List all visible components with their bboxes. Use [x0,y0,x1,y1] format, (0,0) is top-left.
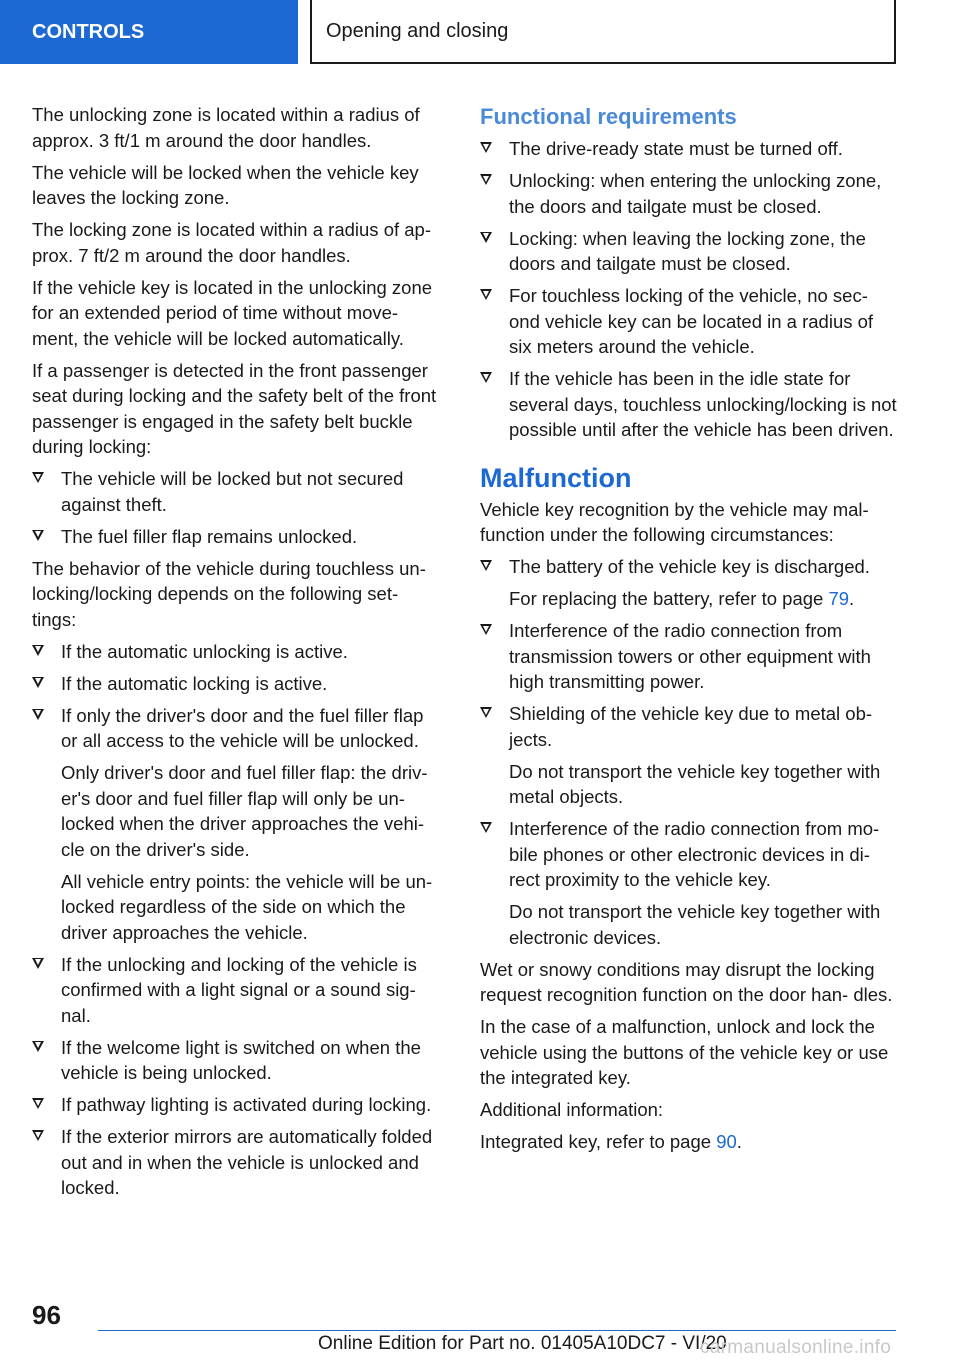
chapter-title-text: Opening and closing [326,19,509,42]
chapter-title [310,0,896,64]
paragraph: The behavior of the vehicle during touchless un‐ locking/locking depends on the following set‐ tings: [32,557,426,630]
watermark: carmanualsonline.info [700,1337,892,1358]
paragraph: Vehicle key recognition by the vehicle may mal‐ function under the following circumstances: [480,498,869,545]
bullet-triangle-icon [480,822,492,833]
section-tab [0,0,298,64]
bullet-triangle-icon [480,707,492,718]
bullet-triangle-icon [480,142,492,153]
list-item: If pathway lighting is activated during locking. [32,1092,444,1118]
right-column [480,102,898,1161]
list-item-note: Do not transport the vehicle key together with electronic devices. [509,901,881,948]
list-item: For touchless locking of the vehicle, no sec‐ ond vehicle key can be located in a radius of six meters around the vehicle. [480,283,898,360]
section-label: CONTROLS [32,20,145,43]
bullet-triangle-icon [480,289,492,300]
bullet-triangle-icon [32,530,44,541]
list-item: Unlocking: when entering the unlocking zone, the doors and tailgate must be closed. [480,168,898,219]
list-item-note: Only driver's door and fuel filler flap: the driv‐ er's door and fuel filler flap will only be un‐ locked when the driver approaches the vehi‐ cle on the driver's side. [61,762,428,860]
list-item: Locking: when leaving the locking zone, the doors and tailgate must be closed. [480,226,898,277]
bullet-triangle-icon [32,677,44,688]
paragraph: The unlocking zone is located within a radius of approx. 3 ft/1 m around the door handles. [32,104,420,151]
bullet-triangle-icon [480,624,492,635]
paragraph: The vehicle will be locked when the vehicle key leaves the locking zone. [32,161,419,208]
paragraph: The locking zone is located within a radius of ap‐ prox. 7 ft/2 m around the door handles. [32,219,431,266]
list-item: Interference of the radio connection from transmission towers or other equipment with high transmitting power. [480,618,898,695]
page-link-90[interactable]: 90 [716,1131,737,1152]
list-item: The drive-ready state must be turned off. [480,136,898,162]
bullet-triangle-icon [32,645,44,656]
page-number: 96 [32,1300,61,1330]
list-item: Interference of the radio connection from mo‐ bile phones or other electronic devices in di‐ rect proximity to the vehicle key. Do not transport the vehicle key together with electronic devices. [480,816,898,950]
list-item: The battery of the vehicle key is discharged. For replacing the battery, refer to page 79. [480,554,898,612]
left-column [32,102,444,1207]
bullet-triangle-icon [32,1098,44,1109]
bullet-triangle-icon [32,1041,44,1052]
bullet-triangle-icon [480,372,492,383]
list-item: If the exterior mirrors are automatically folded out and in when the vehicle is unlocked and locked. [32,1124,444,1201]
page-link-79[interactable]: 79 [828,588,850,609]
list-item-note: All vehicle entry points: the vehicle will be un‐ locked regardless of the side on which the driver approaches the vehicle. [61,870,433,943]
list-item: If the unlocking and locking of the vehicle is confirmed with a light signal or a sound sig‐ nal. [32,952,444,1029]
list-item: If the vehicle has been in the idle state for several days, touchless unlocking/locking is not possible until after the vehicle has been driven. [480,366,898,443]
bullet-triangle-icon [480,174,492,185]
paragraph: In the case of a malfunction, unlock and lock the vehicle using the buttons of the vehicle key or use the integrated key. [480,1016,889,1088]
footer-divider [98,1330,896,1331]
list-item: If the welcome light is switched on when the vehicle is being unlocked. [32,1035,444,1086]
list-item: Shielding of the vehicle key due to metal ob‐ jects. Do not transport the vehicle key together with metal objects. [480,701,898,810]
paragraph: If a passenger is detected in the front passenger seat during locking and the safety belt of the front passenger is engaged in the safety belt buckle during locking: [32,359,437,457]
paragraph: Wet or snowy conditions may disrupt the locking request recognition function on the door han‐ dles. [480,958,893,1005]
edition-info: Online Edition for Part no. 01405A10DC7 - VI/20 [318,1333,727,1354]
list-item: If the automatic locking is active. [32,671,444,697]
list-item: If the automatic unlocking is active. [32,639,444,665]
bullet-triangle-icon [32,1130,44,1141]
bullet-triangle-icon [480,232,492,243]
functional-requirements-heading: Functional requirements [480,104,737,129]
list-item-note: For replacing the battery, refer to page 79. [509,588,855,609]
bullet-triangle-icon [480,560,492,571]
list-item-note: Do not transport the vehicle key together with metal objects. [509,760,881,807]
paragraph: If the vehicle key is located in the unlocking zone for an extended period of time without move‐ ment, the vehicle will be locked automatically. [32,276,433,349]
list-item: If only the driver's door and the fuel filler flap or all access to the vehicle will be unlocked. Only driver's door and fuel filler flap: the driv‐ er's door and fuel filler flap will only be un‐ locked when the driver approaches the vehi‐ cle on the driver's side. All vehicle entry points: the vehicle will be un‐ locked regardless of the side on which the driver approaches the vehicle. [32,703,444,946]
malfunction-heading: Malfunction [480,462,632,493]
bullet-triangle-icon [32,472,44,483]
paragraph: Additional information: [480,1099,664,1120]
bullet-triangle-icon [32,958,44,969]
list-item: The vehicle will be locked but not secured against theft. [32,466,444,517]
paragraph: Integrated key, refer to page 90. [480,1131,742,1152]
bullet-triangle-icon [32,709,44,720]
list-item: The fuel filler flap remains unlocked. [32,524,444,550]
